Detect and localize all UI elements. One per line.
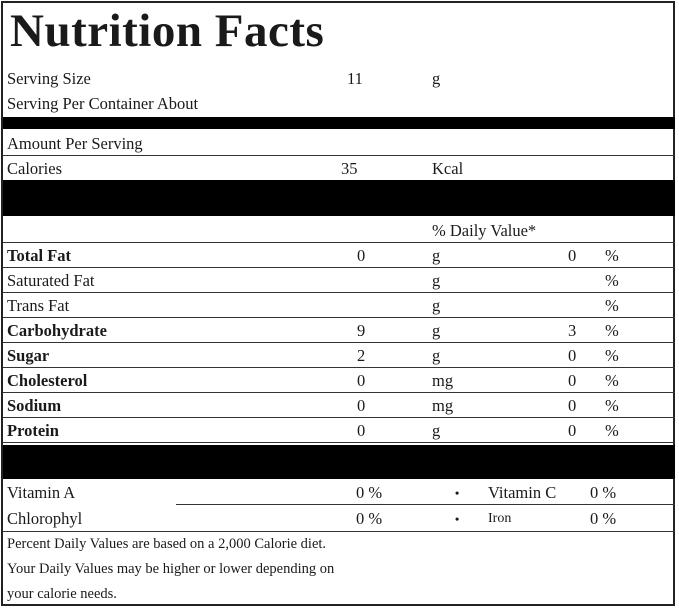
percent-sign: % <box>605 371 619 390</box>
nutrient-unit: mg <box>432 396 454 415</box>
percent-sign: % <box>605 296 619 315</box>
thick-divider <box>3 117 675 129</box>
footnote-line: Your Daily Values may be higher or lower depending on <box>7 561 335 577</box>
row-divider <box>3 367 675 368</box>
nutrient-daily-value: 0 <box>568 371 577 390</box>
serving-size-unit: g <box>432 69 441 88</box>
nutrient-unit: g <box>432 346 441 365</box>
nutrient-name: Sodium <box>7 396 62 415</box>
row-divider <box>3 442 675 443</box>
nutrient-amount: 0 <box>357 396 366 415</box>
chlorophyl-label: Chlorophyl <box>7 509 83 528</box>
daily-value-header: % Daily Value* <box>432 221 537 240</box>
percent-sign: % <box>605 396 619 415</box>
row-divider <box>3 267 675 268</box>
iron-label: Iron <box>488 511 512 526</box>
nutrient-daily-value: 3 <box>568 321 577 340</box>
row-divider <box>3 292 675 293</box>
nutrition-facts-title: Nutrition Facts <box>10 5 325 57</box>
nutrient-name: Trans Fat <box>7 296 70 315</box>
amount-per-serving-label: Amount Per Serving <box>7 134 143 153</box>
nutrition-facts-panel <box>1 1 675 606</box>
row-divider <box>3 392 675 393</box>
nutrient-daily-value: 0 <box>568 346 577 365</box>
percent-sign: % <box>605 246 619 265</box>
row-divider <box>3 242 675 243</box>
nutrient-daily-value: 0 <box>568 396 577 415</box>
nutrient-amount: 0 <box>357 421 366 440</box>
row-divider <box>176 504 675 505</box>
nutrient-name: Cholesterol <box>7 371 88 390</box>
calories-label: Calories <box>7 159 62 178</box>
nutrient-amount: 0 <box>357 371 366 390</box>
nutrient-name: Total Fat <box>7 246 72 265</box>
serving-size-value: 11 <box>347 69 363 88</box>
nutrient-amount: 9 <box>357 321 366 340</box>
row-divider <box>3 531 675 532</box>
nutrient-unit: g <box>432 321 441 340</box>
percent-sign: % <box>605 321 619 340</box>
row-divider <box>3 155 675 156</box>
calories-value: 35 <box>341 159 358 178</box>
nutrient-unit: mg <box>432 371 454 390</box>
percent-sign: % <box>605 421 619 440</box>
nutrient-unit: g <box>432 296 441 315</box>
row-divider <box>3 342 675 343</box>
nutrient-unit: g <box>432 246 441 265</box>
nutrient-unit: g <box>432 421 441 440</box>
nutrient-name: Protein <box>7 421 59 440</box>
calories-unit: Kcal <box>432 159 464 178</box>
footnote-line: Percent Daily Values are based on a 2,000 Calorie diet. <box>7 536 327 552</box>
row-divider <box>3 317 675 318</box>
bullet: • <box>455 512 460 526</box>
row-divider <box>3 417 675 418</box>
chlorophyl-value: 0 % <box>356 509 383 528</box>
percent-sign: % <box>605 271 619 290</box>
footnote-line: your calorie needs. <box>7 586 117 602</box>
nutrient-name: Carbohydrate <box>7 321 107 340</box>
nutrient-name: Sugar <box>7 346 50 365</box>
percent-sign: % <box>605 346 619 365</box>
vitamin-c-value: 0 % <box>590 483 617 502</box>
nutrient-daily-value: 0 <box>568 421 577 440</box>
nutrient-name: Saturated Fat <box>7 271 95 290</box>
thick-divider <box>3 180 675 216</box>
nutrient-daily-value: 0 <box>568 246 577 265</box>
nutrient-amount: 0 <box>357 246 366 265</box>
servings-per-container-label: Serving Per Container About <box>7 94 199 113</box>
bullet: • <box>455 486 460 500</box>
vitamin-a-value: 0 % <box>356 483 383 502</box>
serving-size-label: Serving Size <box>7 69 91 88</box>
vitamin-c-label: Vitamin C <box>488 483 557 502</box>
nutrient-amount: 2 <box>357 346 366 365</box>
vitamin-a-label: Vitamin A <box>7 483 76 502</box>
thick-divider <box>3 445 675 479</box>
nutrient-unit: g <box>432 271 441 290</box>
iron-value: 0 % <box>590 509 617 528</box>
